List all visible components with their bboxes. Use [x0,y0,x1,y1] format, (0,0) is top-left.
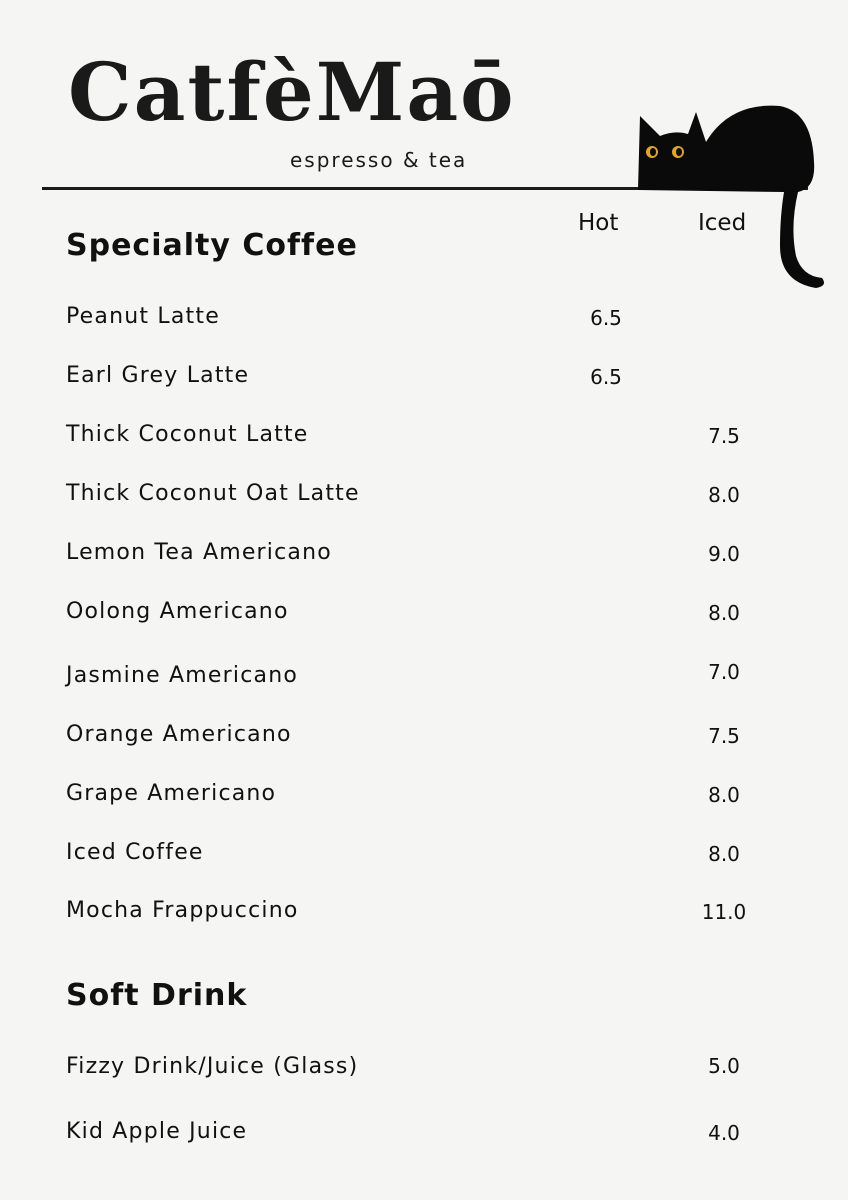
menu-item-name: Jasmine Americano [66,663,298,688]
brand-logo: CatfèMaō [68,45,516,139]
hot-price: 6.5 [590,365,622,389]
menu-item-name: Kid Apple Juice [66,1119,248,1144]
menu-item-name: Mocha Frappuccino [66,898,299,923]
iced-price: 7.5 [708,724,740,748]
brand-tagline: espresso & tea [290,148,468,172]
menu-item-name: Iced Coffee [66,840,204,865]
menu-item-name: Orange Americano [66,722,292,747]
menu-item-name: Lemon Tea Americano [66,540,332,565]
menu-item-name: Peanut Latte [66,304,220,329]
iced-price: 4.0 [708,1121,740,1145]
menu-item-name: Thick Coconut Latte [66,422,309,447]
black-cat-icon [630,96,830,292]
iced-price: 11.0 [701,900,747,924]
iced-price: 5.0 [708,1054,740,1078]
hot-column-header: Hot [578,210,619,236]
section-title-specialty-coffee: Specialty Coffee [66,228,358,263]
menu-item-name: Oolong Americano [66,599,289,624]
iced-column-header: Iced [698,210,747,236]
iced-price: 8.0 [708,842,740,866]
menu-item-name: Grape Americano [66,781,277,806]
iced-price: 8.0 [708,483,740,507]
hot-price: 6.5 [590,306,622,330]
iced-price: 7.0 [708,660,740,684]
menu-item-name: Thick Coconut Oat Latte [66,481,360,506]
iced-price: 7.5 [708,424,740,448]
iced-price: 9.0 [708,542,740,566]
iced-price: 8.0 [708,783,740,807]
section-title-soft-drink: Soft Drink [66,978,248,1013]
menu-item-name: Earl Grey Latte [66,363,250,388]
iced-price: 8.0 [708,601,740,625]
menu-item-name: Fizzy Drink/Juice (Glass) [66,1054,359,1079]
